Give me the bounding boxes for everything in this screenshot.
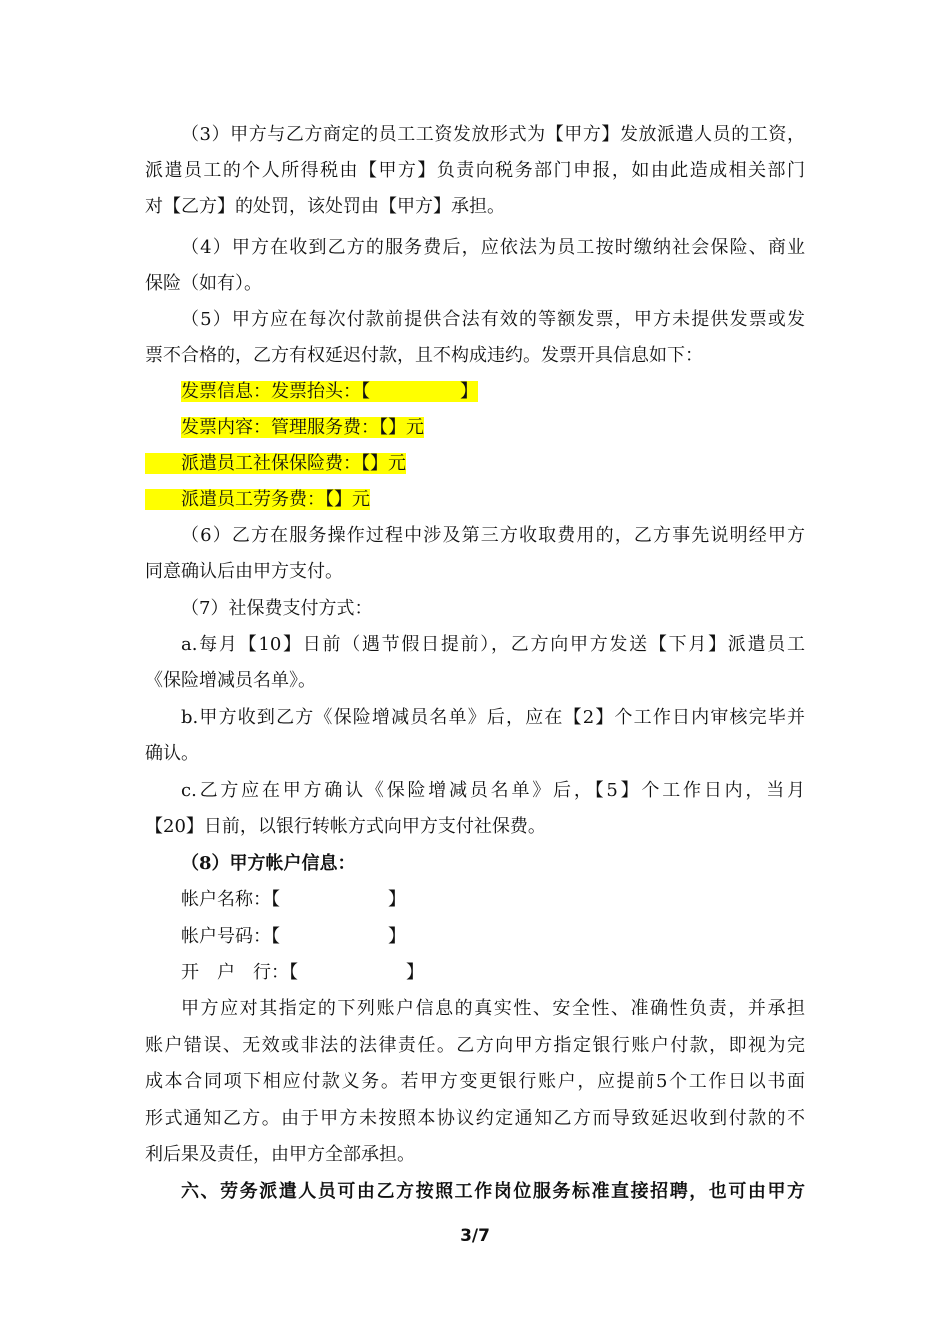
highlighted-text: 发票信息：发票抬头：【 】 xyxy=(181,381,478,402)
paragraph-line: 对【乙方】的处罚，该处罚由【甲方】承担。 xyxy=(145,196,505,217)
paragraph-line: （6）乙方在服务操作过程中涉及第三方收取费用的，乙方事先说明经甲方 xyxy=(181,525,805,546)
paragraph-line: 形式通知乙方。由于甲方未按照本协议约定通知乙方而导致延迟收到付款的不 xyxy=(145,1108,805,1129)
paragraph-line: 票不合格的，乙方有权延迟付款，且不构成违约。发票开具信息如下： xyxy=(145,345,703,366)
paragraph-line: （7）社保费支付方式： xyxy=(181,598,373,619)
section-heading: 六、劳务派遣人员可由乙方按照工作岗位服务标准直接招聘，也可由甲方 xyxy=(181,1181,805,1202)
paragraph-line: c.乙方应在甲方确认《保险增减员名单》后，【5】个工作日内，当月 xyxy=(181,780,805,801)
highlighted-text: 派遣员工劳务费：【】元 xyxy=(145,489,370,510)
paragraph-line: 【20】日前，以银行转帐方式向甲方支付社保费。 xyxy=(145,816,546,837)
highlighted-text: 派遣员工社保保险费：【】元 xyxy=(145,453,406,474)
invoice-labor-fee-line xyxy=(145,488,370,512)
paragraph-line: b.甲方收到乙方《保险增减员名单》后，应在【2】个工作日内审核完毕并 xyxy=(181,707,805,728)
bank-line: 开 户 行：【 】 xyxy=(181,962,424,983)
paragraph-line: （4）甲方在收到乙方的服务费后，应依法为员工按时缴纳社会保险、商业 xyxy=(181,237,805,258)
invoice-social-insurance-line xyxy=(145,452,406,476)
paragraph-line: 利后果及责任，由甲方全部承担。 xyxy=(145,1144,415,1165)
invoice-content-line xyxy=(181,416,424,440)
paragraph-line: 《保险增减员名单》。 xyxy=(145,670,316,691)
paragraph-line: 同意确认后由甲方支付。 xyxy=(145,561,343,582)
page-number: 3/7 xyxy=(460,1226,490,1246)
paragraph-line: 确认。 xyxy=(145,743,199,764)
paragraph-line: 派遣员工的个人所得税由【甲方】负责向税务部门申报，如由此造成相关部门 xyxy=(145,160,805,181)
account-number-line: 帐户号码：【 】 xyxy=(181,926,406,947)
paragraph-line: 账户错误、无效或非法的法律责任。乙方向甲方指定银行账户付款，即视为完 xyxy=(145,1035,805,1056)
account-name-line: 帐户名称：【 】 xyxy=(181,889,406,910)
highlighted-text: 发票内容：管理服务费：【】元 xyxy=(181,417,424,438)
invoice-title-line xyxy=(181,380,478,404)
paragraph-line: （5）甲方应在每次付款前提供合法有效的等额发票，甲方未提供发票或发 xyxy=(181,309,805,330)
section-heading: （8）甲方帐户信息： xyxy=(181,853,356,874)
paragraph-line: 成本合同项下相应付款义务。若甲方变更银行账户，应提前5个工作日以书面 xyxy=(145,1071,805,1092)
paragraph-line: 保险（如有）。 xyxy=(145,273,262,294)
paragraph-line: （3）甲方与乙方商定的员工工资发放形式为【甲方】发放派遣人员的工资， xyxy=(181,124,805,145)
paragraph-line: a.每月【10】日前（遇节假日提前），乙方向甲方发送【下月】派遣员工 xyxy=(181,634,805,655)
paragraph-line: 甲方应对其指定的下列账户信息的真实性、安全性、准确性负责，并承担 xyxy=(181,998,805,1019)
